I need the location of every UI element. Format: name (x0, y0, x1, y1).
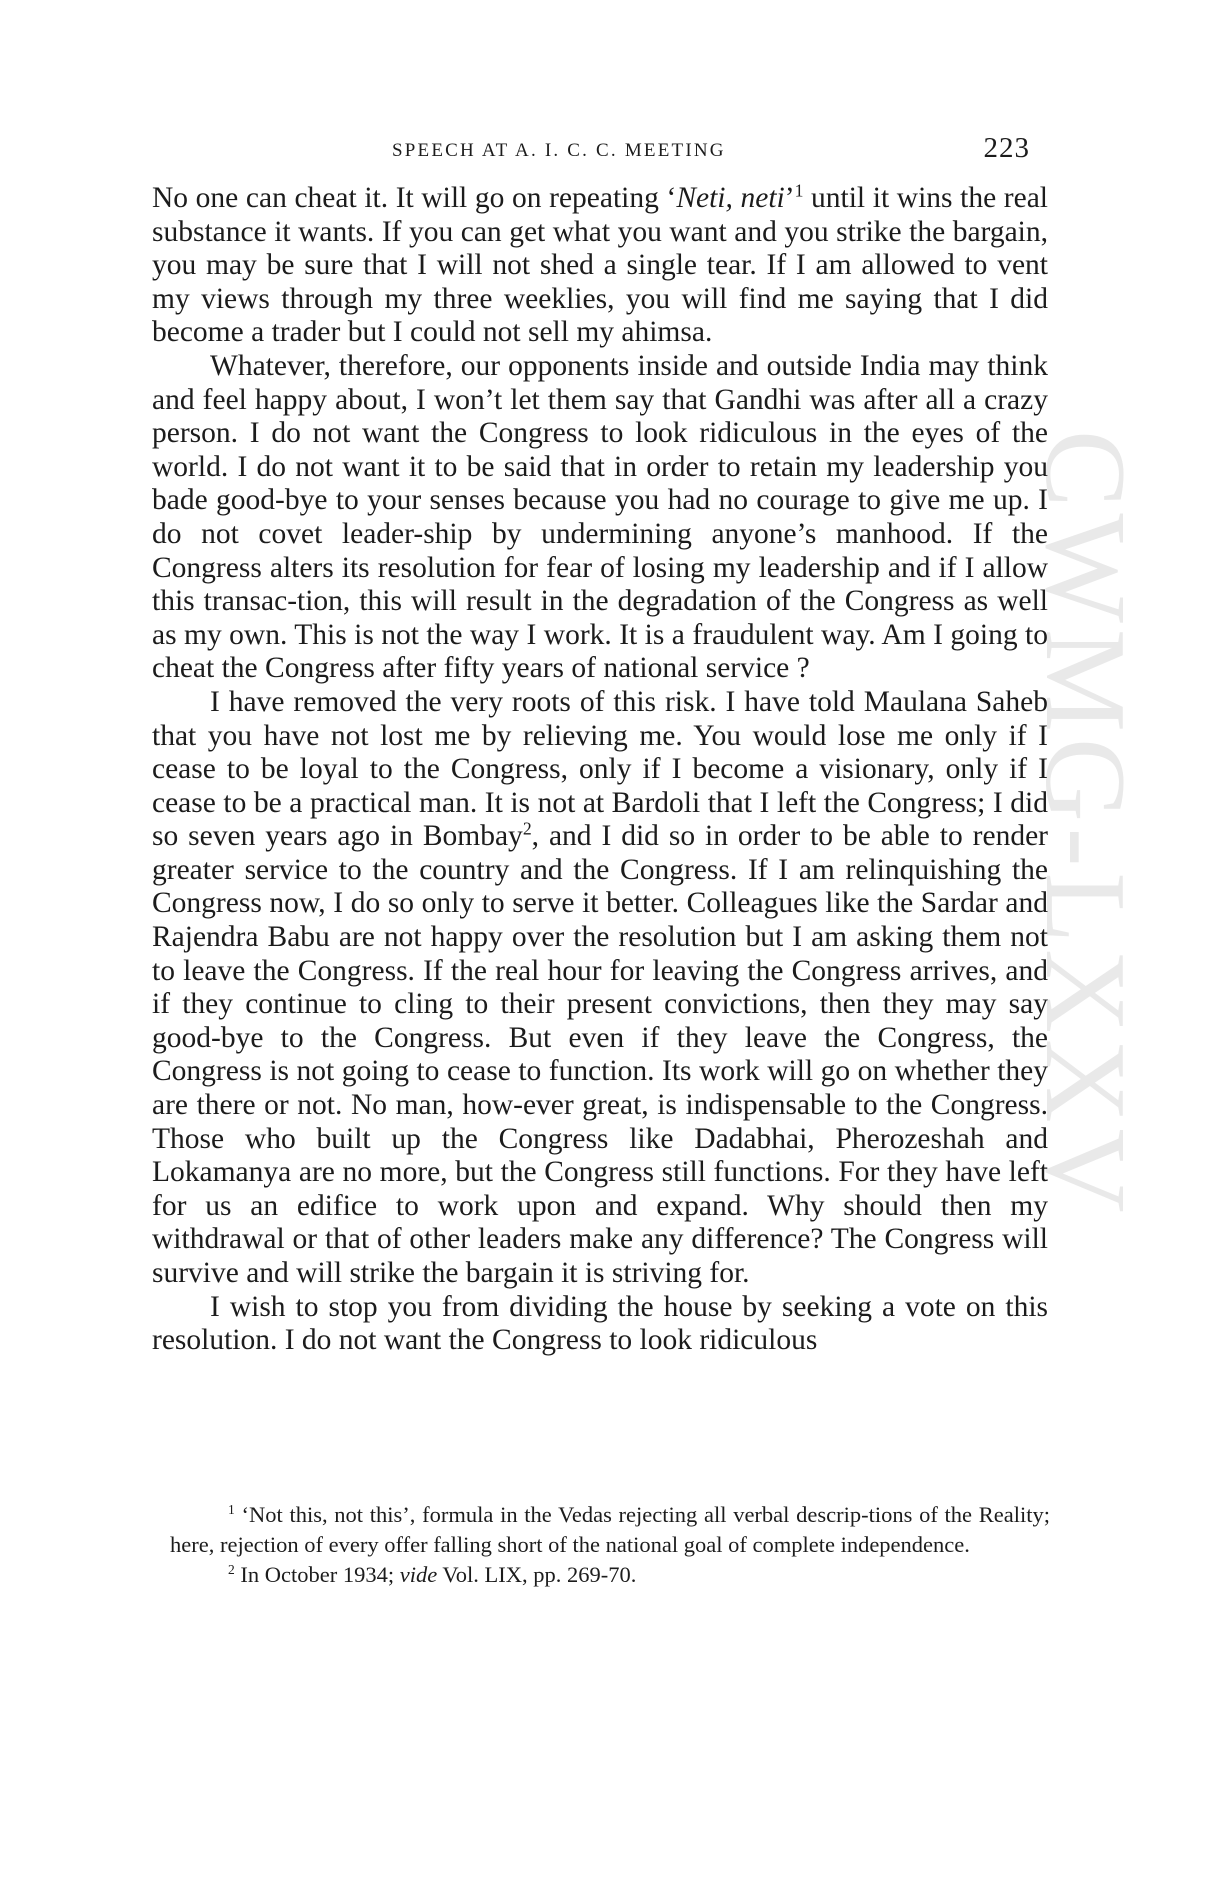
closing-quote: ’ (784, 182, 795, 214)
footnote-1 (170, 1500, 1050, 1560)
footnote-2 (170, 1560, 1050, 1590)
footnote-mark: 2 (228, 1561, 235, 1577)
paragraph-text: I have removed the very roots of this risk. I have told Maulana Saheb that you have not lost me by relieving me. You would lose me only if I cease to be loyal to the Congress, only if I become a visionary, only if I cease to be a practical man. It is not at Bardoli that I left the Congress; I did so seven years ago in Bombay (152, 685, 1048, 853)
paragraph-4: I wish to stop you from dividing the house by seeking a vote on this resolution. I do not want the Congress to look ridiculous (152, 1290, 1048, 1357)
paragraph-text: No one can cheat it. It will go on repeating ‘ (152, 182, 677, 214)
running-head: SPEECH AT A. I. C. C. MEETING (392, 140, 726, 161)
paragraph-1 (152, 182, 1048, 350)
footnote-mark: 1 (228, 1501, 235, 1517)
paragraph-2: Whatever, therefore, our opponents inside and outside India may think and feel happy about, I won’t let them say that Gandhi was after all a crazy person. I do not want the Congress to look ridiculous in the eyes of the world. I do not want it to be said that in order to retain my leadership you bade good-bye to your senses because you had no courage to give me up. I do not covet leader-ship by undermining anyone’s manhood. If the Congress alters its resolution for fear of losing my leadership and if I allow this transac-tion, this will result in the degradation of the Congress as well as my own. This is not the way I work. It is a fraudulent way. Am I going to cheat the Congress after fifty years of national service ? (152, 349, 1048, 685)
watermark: CWMG-LXXV (1021, 430, 1149, 1219)
footnote-text: In October 1934; (234, 1562, 400, 1587)
footnote-text: Vol. LIX, pp. 269-70. (437, 1562, 637, 1587)
paragraph-text: , and I did so in order to be able to render greater service to the country and the Congress. If I am relinquishing the Congress now, I do so only to serve it better. Colleagues like the Sardar and Rajendra Babu are not happy over the resolution but I am asking them not to leave the Congress. If the real hour for leaving the Congress arrives, and if they continue to cling to their present convictions, then they may say good-bye to the Congress. But even if they leave the Congress, the Congress is not going to cease to function. Its work will go on whether they are there or not. No man, how-ever great, is indispensable to the Congress. Those who built up the Congress like Dadabhai, Pherozeshah and Lokamanya are no more, but the Congress still functions. For they have left for us an edifice to work upon and expand. Why should then my withdrawal or that of other leaders make any difference? The Congress will survive and will strike the bargain it is striving for. (152, 820, 1049, 1289)
body-text (152, 182, 1048, 1358)
paragraph-3 (152, 686, 1048, 1291)
page-header (150, 132, 1030, 172)
page-number: 223 (983, 132, 1030, 164)
footnote-ref-2: 2 (522, 818, 532, 839)
paragraph-text: until it wins the real substance it wants. If you can get what you want and you strike the bargain, you may be sure that I will not shed a single tear. If I am allowed to vent my views through my three weeklies, you will find me saying that I did become a trader but I could not sell my ahimsa. (152, 182, 1048, 349)
footnotes (170, 1500, 1050, 1590)
italic-term: Neti, neti (676, 182, 785, 214)
italic-term: vide (399, 1562, 438, 1587)
footnote-ref-1: 1 (794, 180, 804, 201)
footnote-text: ‘Not this, not this’, formula in the Vedas rejecting all verbal descrip-tions of the Reality; here, rejection of every offer falling short of the national goal of complete independence. (170, 1502, 1050, 1557)
